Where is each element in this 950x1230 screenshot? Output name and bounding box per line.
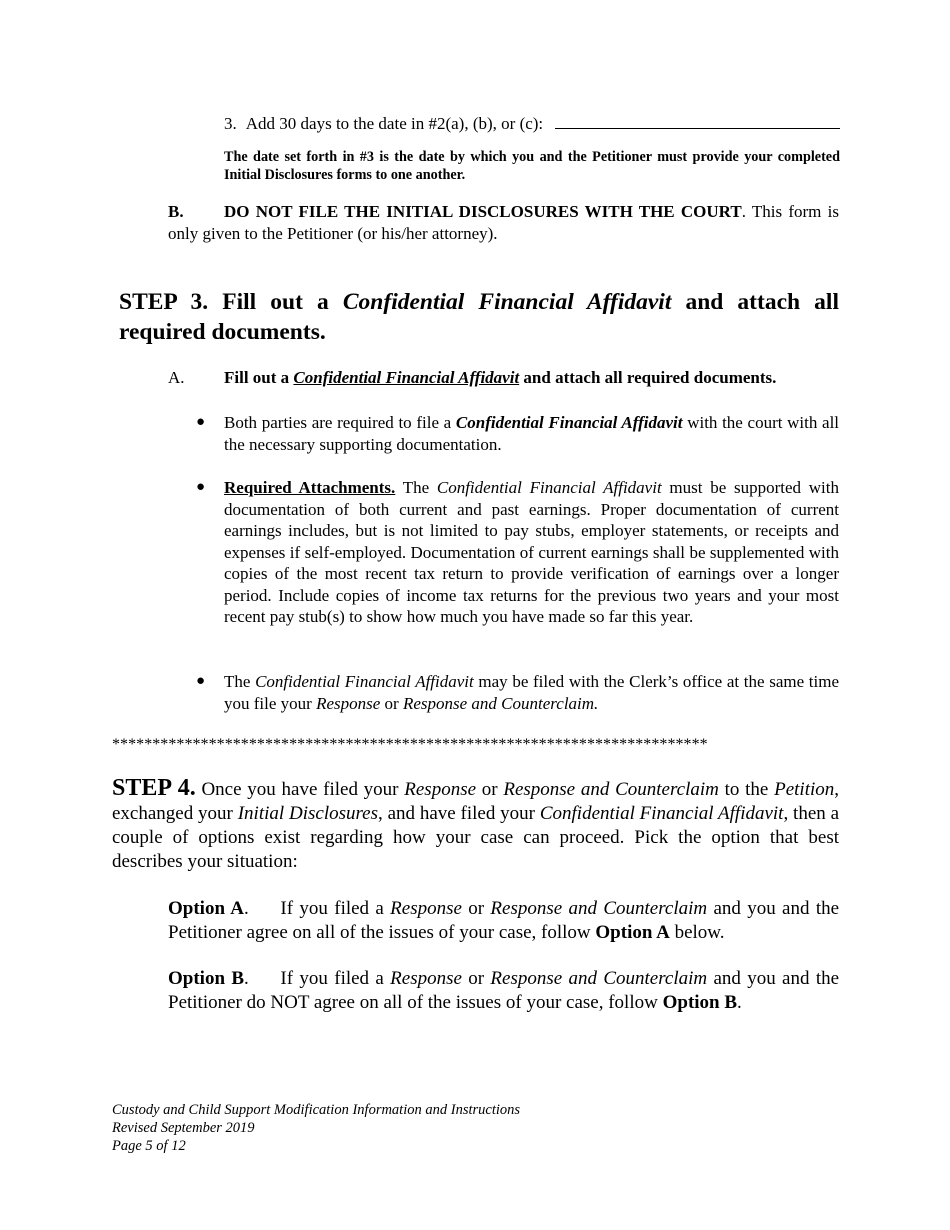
step-3-title: Confidential Financial Affidavit [342,289,672,315]
step-3-suffix: and attach all required documents. [119,289,839,345]
step-4-affidavit: Confidential Financial Affidavit [539,803,784,824]
item-3-text: Add 30 days to the date in #2(a), (b), or (c): [245,114,544,133]
item-3-number: 3. [224,114,237,133]
step-4-text-7: , exchanged your [112,779,839,824]
footer-revision-date: Revised September 2019 [112,1120,255,1136]
bullet-1-affidavit: Confidential Financial Affidavit [455,413,683,432]
step-3-sub-a [168,367,840,389]
step-4-text-11: , then a couple of options exist regarding how your case can proceed. Pick the option that best describes your situation: [112,803,840,872]
bullet-item-1 [196,412,840,455]
option-b-text-7: . [737,991,742,1013]
item-3-row [224,112,840,135]
footer-page-number: Page 5 of 12 [112,1138,186,1154]
bullet-3-affidavit: Confidential Financial Affidavit [255,672,474,691]
option-b-ref: Option B [662,991,738,1013]
date-blank-line [555,112,840,129]
step-4-text-1: Once you have filed your [195,779,405,800]
step-4-label: STEP 4. [112,775,196,801]
option-b-text-1: . If you filed a [244,968,391,989]
step-4-response-counterclaim: Response and Counterclaim [503,779,719,800]
step-4-initial-disclosures: Initial Disclosures [237,803,379,824]
bullet-2-affidavit: Confidential Financial Affidavit [436,478,662,497]
option-a-ref: Option A [595,921,670,943]
option-b-response-counterclaim: Response and Counterclaim [490,968,708,989]
section-b-heading: DO NOT FILE THE INITIAL DISCLOSURES WITH THE COURT [224,202,742,221]
step-4-paragraph [112,776,839,874]
option-b-text-3: or [461,968,491,989]
bullet-icon: ● [196,414,206,430]
sub-a-suffix: and attach all required documents. [519,368,777,387]
bullet-3-or: or [380,693,403,713]
option-b-paragraph [168,967,839,1014]
bullet-3-response-counterclaim: Response and Counterclaim. [402,693,599,713]
option-a-response-counterclaim: Response and Counterclaim [490,898,708,919]
step-3-heading [119,287,839,347]
bullet-2-text-a: The [395,478,437,497]
option-b-text-5: and you and the Petitioner do NOT agree on all of the issues of your case, follow [168,968,840,1013]
bullet-3-text-b: may be filed with the Clerk’s office at the same time you file your [224,672,840,713]
section-b-label: B. [168,202,184,221]
bullet-2-text-b: must be supported with documentation of both current and past earnings. Proper documentation of current earnings includes, but is not limited to pay stubs, employer statements, or receipts and expenses if self-employed. Documentation of current earnings shall be supplemented with copies of the most recent tax return to provide verification of earnings over a longer period. Include copies of income tax returns for the previous two years and your most recent pay stub(s) to show how much you have made so far this year. [224,478,839,626]
option-a-label: Option A [168,898,245,919]
section-b [168,201,839,245]
bullet-item-3 [196,671,840,714]
sub-a-affidavit-title: Confidential Financial Affidavit [293,368,520,387]
option-b-label: Option B [168,968,245,989]
bullet-icon: ● [196,673,206,689]
option-a-text-5: and you and the Petitioner agree on all of the issues of your case, follow [168,898,840,943]
bullet-1-text-a: Both parties are required to file a [224,413,456,432]
sub-a-label: A. [168,368,185,387]
option-b-response: Response [390,968,462,989]
option-a-response: Response [390,898,462,919]
step-4-text-3: or [476,779,504,800]
required-attachments-heading: Required Attachments. [224,478,396,497]
bullet-3-text-a: The [224,672,256,691]
step-4-response: Response [404,779,477,800]
section-b-text: . This form is only given to the Petitioner (or his/her attorney). [168,202,839,243]
bullet-3-response: Response [316,693,381,713]
step-4-text-9: , and have filed your [378,803,540,824]
option-a-text-1: . If you filed a [244,898,391,919]
option-a-text-7: below. [669,921,725,943]
option-a-text-3: or [461,898,491,919]
bullet-item-2 [196,477,839,628]
date-note: The date set forth in #3 is the date by which you and the Petitioner must provide your completed Initial Disclosures forms to one another. [224,149,840,183]
option-a-paragraph [168,897,839,944]
footer-document-title: Custody and Child Support Modification Information and Instructions [112,1102,521,1118]
asterisk-separator: ************************************************************************** [112,736,708,753]
sub-a-prefix: Fill out a [224,368,294,387]
page-footer [112,1101,520,1155]
bullet-icon: ● [196,479,206,495]
step-4-text-5: to the [718,779,775,800]
step-3-prefix: STEP 3. Fill out a [119,289,343,315]
bullet-1-text-b: with the court with all the necessary supporting documentation. [224,413,840,454]
step-4-petition: Petition [774,779,835,800]
